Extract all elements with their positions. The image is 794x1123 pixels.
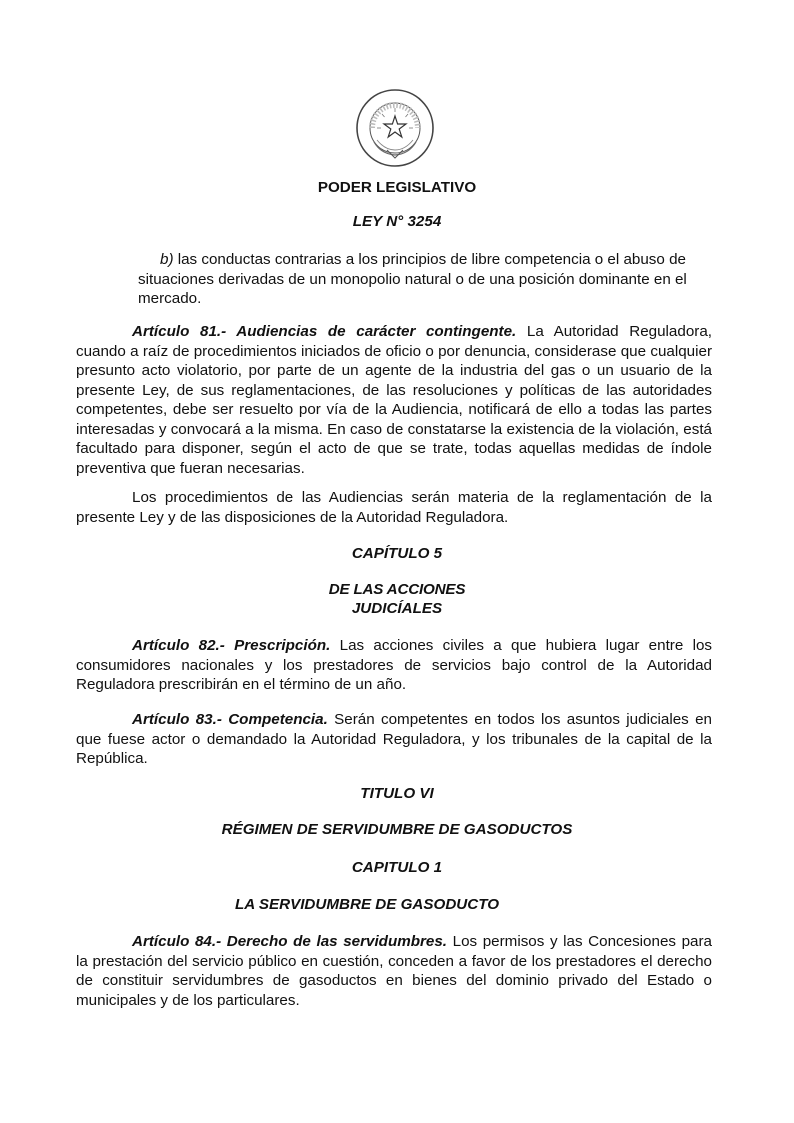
- chapter-1-subtitle: LA SERVIDUMBRE DE GASODUCTO: [234, 896, 500, 913]
- item-b-text: las conductas contrarias a los principios de libre competencia o el abuso de situaciones derivadas de un monopolio natural o de una posición dominante en el mercado.: [138, 251, 687, 307]
- item-b-paragraph: [138, 250, 712, 309]
- chapter-5-subtitle-line-1: DE LAS ACCIONES: [328, 581, 466, 598]
- article-82-paragraph: [76, 636, 712, 695]
- institution-heading: PODER LEGISLATIVO: [317, 179, 477, 196]
- chapter-5-subtitle-line-2: JUDICÍALES: [351, 600, 443, 617]
- procedures-paragraph: [76, 488, 712, 527]
- article-81-paragraph: [76, 322, 712, 478]
- law-number-heading: LEY N° 3254: [352, 213, 442, 230]
- article-83-text: Serán competentes en todos los asuntos judiciales en que fuese actor o demandado la Autoridad Reguladora, y los tribunales de la capital de la República.: [76, 711, 712, 767]
- article-81-text: La Autoridad Reguladora, cuando a raíz de procedimientos iniciados de oficio o por denuncia, considerase que cualquier presunto acto violatorio, por parte de un agente de la industria del gas o un usuario de la presente Ley, de sus reglamentaciones, de las resoluciones y políticas de las autoridades competentes, debe ser resuelto por vía de la Audiencia, notificará de ello a todas las partes interesadas y convocará a la misma. En caso de constatarse la existencia de la violación, está facultado para disponer, según el acto de que se trate, todas aquellas medidas de índole preventiva que fueran necesarias.: [76, 323, 712, 477]
- article-84-text: Los permisos y las Concesiones para la prestación del servicio público en cuestión, conceden a favor de los prestadores el derecho de constituir servidumbres de gasoductos en bienes del dominio privado del Estado o municipales y de los particulares.: [76, 933, 712, 1009]
- article-83-heading: Artículo 83.- Competencia.: [132, 711, 328, 728]
- article-84-heading: Artículo 84.- Derecho de las servidumbres.: [132, 933, 448, 950]
- procedures-text: Los procedimientos de las Audiencias serán materia de la reglamentación de la presente Ley y de las disposiciones de la Autoridad Reguladora.: [76, 489, 712, 526]
- article-81-heading: Artículo 81.- Audiencias de carácter contingente.: [132, 323, 517, 340]
- title-6-heading: TITULO VI: [360, 785, 434, 802]
- article-82-text: Las acciones civiles a que hubiera lugar entre los consumidores nacionales y los prestadores de servicios bajo control de la Autoridad Reguladora prescribirán en el término de un año.: [76, 637, 712, 693]
- article-82-heading: Artículo 82.- Prescripción.: [132, 637, 331, 654]
- chapter-5-heading: CAPÍTULO 5: [351, 545, 443, 562]
- national-seal-emblem: [355, 88, 435, 168]
- article-84-paragraph: [76, 932, 712, 1010]
- title-6-subtitle: RÉGIMEN DE SERVIDUMBRE DE GASODUCTOS: [221, 821, 573, 838]
- article-83-paragraph: [76, 710, 712, 769]
- item-b-marker: b): [160, 251, 174, 268]
- chapter-1-heading: CAPITULO 1: [351, 859, 443, 876]
